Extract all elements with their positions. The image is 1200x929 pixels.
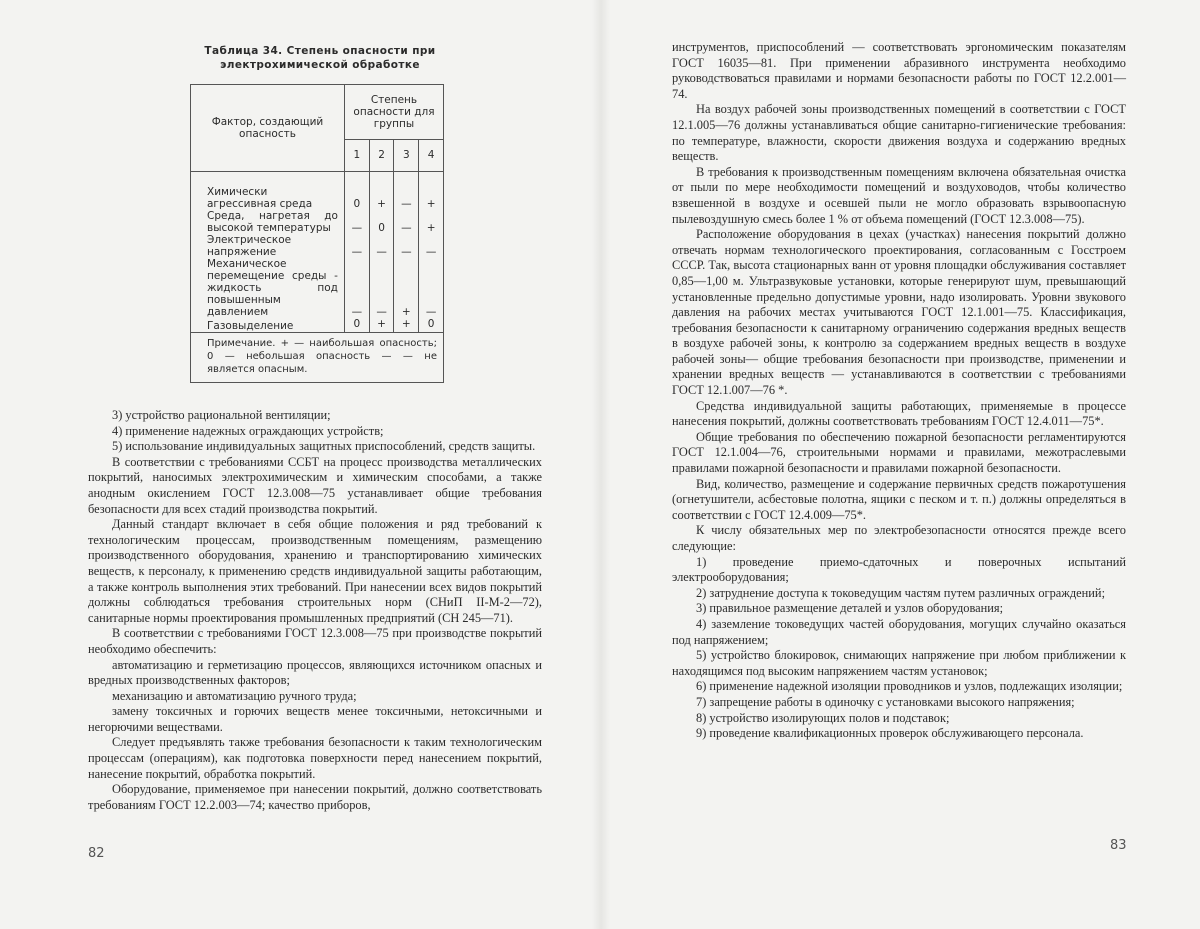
paragraph: Оборудование, применяемое при нанесении покрытий, должно соответствовать требованиям ГОСТ 12.2.003—74; качество приборов, (88, 782, 542, 812)
paragraph: 5) устройство блокировок, снимающих напряжение при любом приближении к находящимся под высоким напряжением частям установок; (672, 648, 1126, 678)
paragraph: 8) устройство изолирующих полов и подставок; (696, 710, 950, 725)
factor-cell: Электрическое напряжение (191, 234, 345, 258)
paragraph: 2) затруднение доступа к токоведущим частям путем различных ограждений; (696, 585, 1106, 600)
table-row (191, 186, 444, 210)
group-number: 1 (344, 139, 369, 171)
paragraph: 1) проведение приемо-сдаточных и поверочных испытаний электрооборудования; (672, 554, 1126, 585)
paragraph: инструментов, приспособлений — соответствовать эргономическим показателям ГОСТ 16035—81. При применении абразивного инструмента необходимо руководствоваться правилами и нормами безопасности работы по ГОСТ 12.2.001—74. (672, 40, 1126, 101)
header-factor: Фактор, создающий опасность (191, 85, 345, 172)
paragraph: К числу обязательных мер по электробезопасности относятся прежде всего следующие: (672, 523, 1126, 553)
factor-cell: Химически агрессивная среда (191, 186, 345, 210)
paragraph: 6) применение надежной изоляции проводников и узлов, подлежащих изоляции; (696, 679, 1123, 694)
paragraph: В соответствии с требованиями ССБТ на процесс производства металлических покрытий, наносимых электрохимическим и химическим способами, а также анодным окислением ГОСТ 12.3.008—75 устанавливает общие требования безопасности для всех стадий производства покрытий. (88, 454, 542, 516)
value-cell: — (369, 234, 394, 258)
paragraph: 4) применение надежных ограждающих устройств; (112, 423, 384, 438)
table-caption: Таблица 34. Степень опасности при электрохимической обработке (204, 45, 436, 71)
table-row (191, 258, 444, 318)
table-note: Примечание. + — наибольшая опасность; 0 — небольшая опасность — — не является опасным. (191, 333, 444, 383)
value-cell: — (394, 234, 419, 258)
left-body-text (88, 408, 542, 813)
paragraph: В соответствии с требованиями ГОСТ 12.3.008—75 при производстве покрытий необходимо обеспечить: (88, 626, 542, 656)
value-cell: — (344, 234, 369, 258)
paragraph: Данный стандарт включает в себя общие положения и ряд требований к технологическим процессам, производственным помещениям, размещению производственного оборудования, хранению и транспортированию химических веществ, к персоналу, к применению средств индивидуальной защиты работающим, а также контроль выполнения этих требований. При нанесении всех видов покрытий должны соблюдаться требования строительных норм (СНиП II-М-2—72), санитарные нормы проектирования промышленных предприятий (СН 245—71). (88, 517, 542, 625)
header-group: Степень опасности для группы (344, 85, 443, 140)
value-cell: — (419, 258, 444, 318)
paragraph: автоматизацию и герметизацию процессов, являющихся источником опасных и вредных производственных факторов; (88, 657, 542, 688)
paragraph: 3) правильное размещение деталей и узлов оборудования; (696, 601, 1004, 616)
table-row (191, 234, 444, 258)
factor-cell: Механическое перемещение среды - жидкость под повышенным давлением (191, 258, 345, 318)
paragraph: В требования к производственным помещениям включена обязательная очистка от пыли по мере необходимости помещений и воздуховодов, чтобы количество взвешенной в воздухе и осевшей пыли не могло образовать взрывоопасную пылевоздушную смесь более 1 % от объема помещений (ГОСТ 12.3.008—75). (672, 164, 1126, 226)
value-cell: + (419, 210, 444, 234)
factor-cell: Газовыделение (191, 318, 345, 333)
paragraph: 9) проведение квалификационных проверок обслуживающего персонала. (696, 726, 1084, 741)
paragraph: Общие требования по обеспечению пожарной безопасности регламентируются ГОСТ 12.1.004—76, строительными нормами и правилами, межотраслевыми правилами пожарной безопасности и правилами пожарной безопасности. (672, 429, 1126, 476)
paragraph: замену токсичных и горючих веществ менее токсичными, нетоксичными и негорючими веществами. (88, 704, 542, 734)
paragraph: Средства индивидуальной защиты работающих, применяемые в процессе нанесения покрытий, должны соответствовать требованиям ГОСТ 12.4.011—75*. (672, 398, 1126, 429)
value-cell: — (419, 234, 444, 258)
paragraph: 5) использование индивидуальных защитных приспособлений, средств защиты. (112, 439, 536, 454)
factor-cell: Среда, нагретая до высокой температуры (191, 210, 345, 234)
value-cell: + (394, 318, 419, 333)
right-body-text (672, 40, 1126, 742)
value-cell: 0 (344, 186, 369, 210)
paragraph: механизацию и автоматизацию ручного труда; (112, 688, 357, 703)
value-cell: + (394, 258, 419, 318)
right-page (600, 0, 1200, 929)
value-cell: + (369, 186, 394, 210)
paragraph: Расположение оборудования в цехах (участках) нанесения покрытий должно отвечать нормам технологического проектирования, согласованным с Госстроем СССР. Так, высота стационарных ванн от уровня площадки обслуживания составляет 0,85—1,00 м. Ультразвуковые установки, которые генерируют шум, превышающий установленные предельно допустимые уровни, надо изолировать. Уровни звукового давления на рабочих местах учитываются ГОСТ 12.1.001—75. Классификация, требования безопасности к санитарному ограничению содержания вредных веществ в воздухе рабочей зоны, к контролю за содержанием вредных веществ в воздухе рабочей зоны— общие требования безопасности при производстве, применении и хранении вредных веществ — устанавливаются в соответствии с требованиями ГОСТ 12.1.007—76 *. (672, 227, 1126, 398)
value-cell: — (344, 210, 369, 234)
value-cell: — (394, 186, 419, 210)
value-cell: + (419, 186, 444, 210)
value-cell: 0 (419, 318, 444, 333)
group-number: 4 (419, 139, 444, 171)
paragraph: Вид, количество, размещение и содержание первичных средств пожаротушения (огнетушители, асбестовые полотна, ящики с песком и т. п.) должны определяться в соответствии с ГОСТ 12.4.009—75*. (672, 476, 1126, 522)
value-cell: 0 (344, 318, 369, 333)
value-cell: — (394, 210, 419, 234)
value-cell: — (344, 258, 369, 318)
page-number: 82 (88, 846, 105, 861)
page-number: 83 (1110, 838, 1127, 853)
value-cell: + (369, 318, 394, 333)
paragraph: 4) заземление токоведущих частей оборудования, могущих случайно оказаться под напряжением; (672, 616, 1126, 647)
value-cell: 0 (369, 210, 394, 234)
group-number: 2 (369, 139, 394, 171)
table-row (191, 210, 444, 234)
paragraph: 7) запрещение работы в одиночку с установками высокого напряжения; (696, 694, 1075, 709)
group-number: 3 (394, 139, 419, 171)
hazard-table (190, 84, 444, 383)
paragraph: На воздух рабочей зоны производственных помещений в соответствии с ГОСТ 12.1.005—76 должны устанавливаться общие санитарно-гигиенические требования: по температуре, влажности, скорости движения воздуха и содержанию вредных веществ. (672, 102, 1126, 164)
paragraph: 3) устройство рациональной вентиляции; (112, 408, 331, 422)
table-row (191, 318, 444, 333)
value-cell: — (369, 258, 394, 318)
paragraph: Следует предъявлять также требования безопасности к таким технологическим процессам (операциям), как подготовка поверхности перед нанесением покрытий, нанесение покрытий, обработка покрытий. (88, 735, 542, 781)
